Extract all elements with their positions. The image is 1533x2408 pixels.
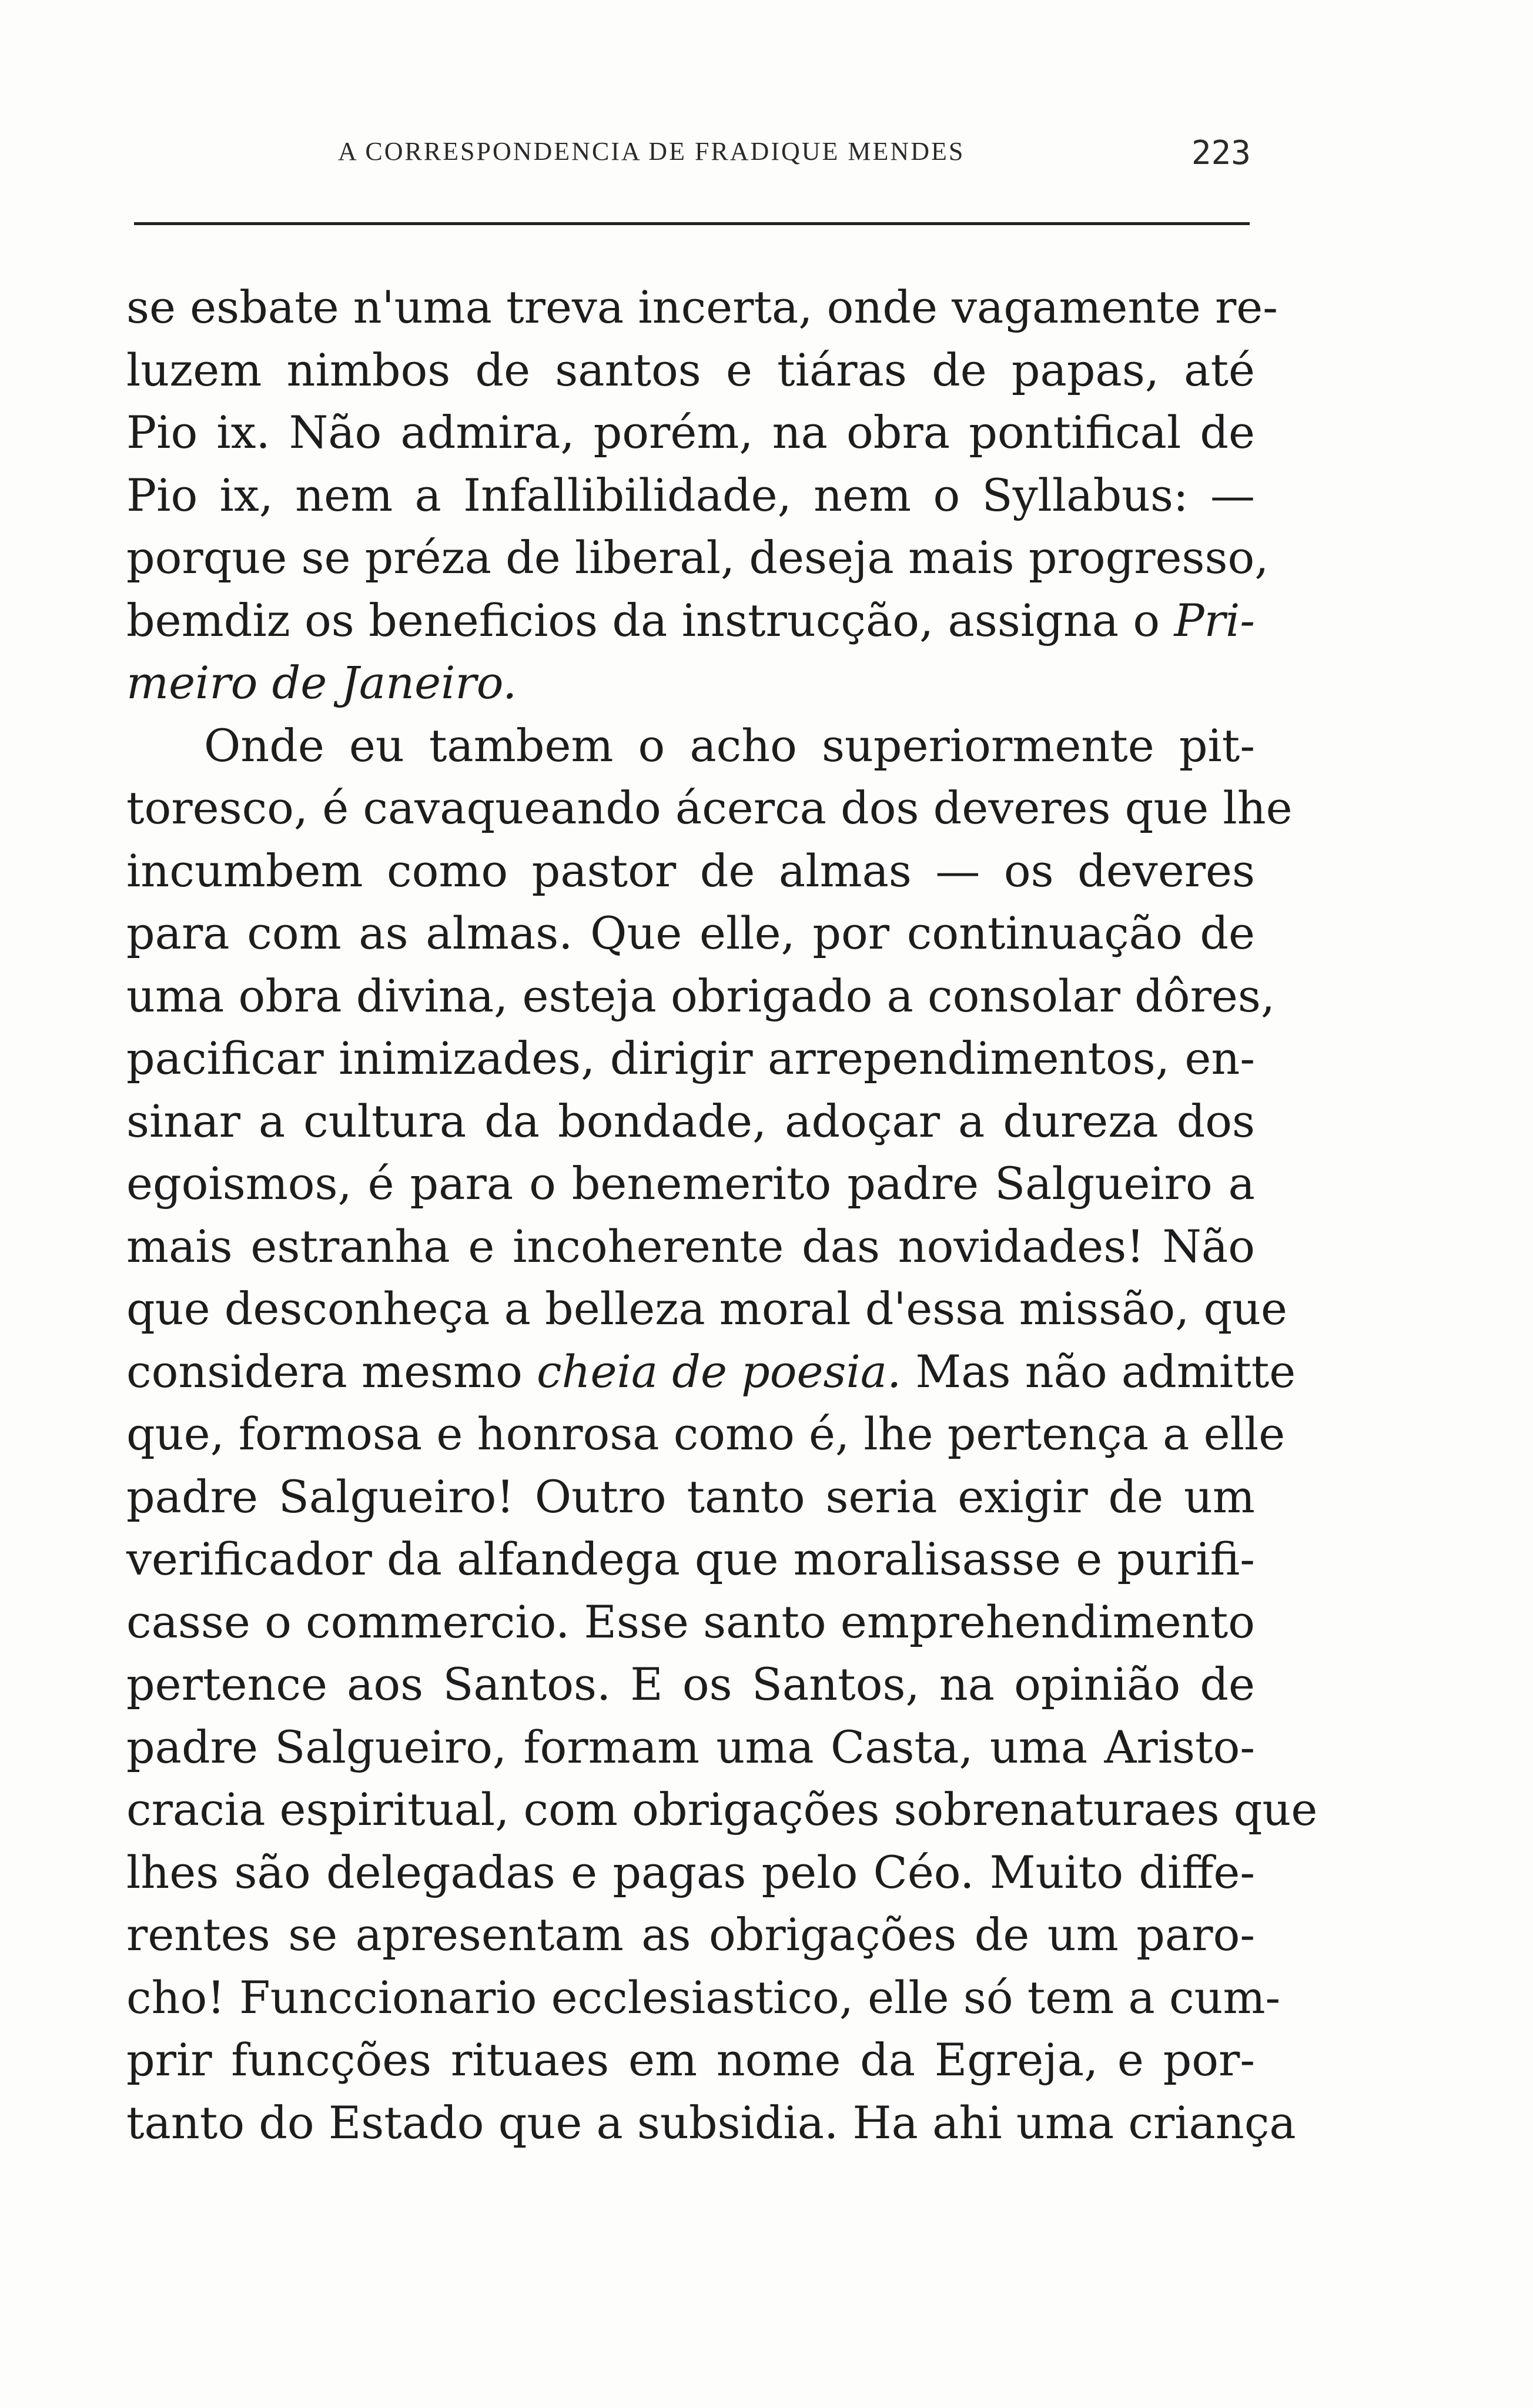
line-text: casse o commercio. Esse santo emprehendimento <box>126 1595 1255 1648</box>
running-title: A CORRESPONDENCIA DE FRADIQUE MENDES <box>338 137 965 166</box>
text-line <box>126 1403 1286 1466</box>
text-line <box>126 527 1269 590</box>
line-text: uma obra divina, esteja obrigado a consolar dôres, <box>126 969 1276 1022</box>
text-line <box>126 715 1255 778</box>
line-text: pacificar inimizades, dirigir arrependimentos, en- <box>126 1032 1255 1084</box>
text-line <box>126 1653 1255 1716</box>
line-text: tanto do Estado que a subsidia. Ha ahi uma criança <box>126 2096 1296 2149</box>
text-line <box>126 1278 1288 1341</box>
text-line <box>126 401 1255 464</box>
header-rule <box>134 222 1250 225</box>
text-line <box>126 1528 1255 1591</box>
text-line <box>126 276 1278 339</box>
text-line <box>126 902 1255 965</box>
line-text: luzem nimbos de santos e tiáras de papas, até <box>126 343 1255 396</box>
line-text: Onde eu tambem o acho superiormente pit- <box>204 719 1255 772</box>
line-text: rentes se apresentam as obrigações de um paro- <box>126 1908 1255 1961</box>
line-text: lhes são delegadas e pagas pelo Céo. Muito diffe- <box>126 1846 1255 1898</box>
running-head <box>126 136 1251 177</box>
line-text: verificador da alfandega que moralisasse e purifi- <box>126 1533 1255 1585</box>
line-text: mais estranha e incoherente das novidades! Não <box>126 1220 1255 1272</box>
line-text: que, formosa e honrosa como é, lhe pertença a elle <box>126 1408 1286 1460</box>
text-line <box>126 1153 1255 1215</box>
text-line <box>126 840 1255 903</box>
text-line <box>126 590 1255 652</box>
line-text: considera mesmo <box>126 1345 537 1398</box>
text-line <box>126 1591 1255 1654</box>
line-text: pertence aos Santos. E os Santos, na opinião de <box>126 1658 1255 1710</box>
text-line <box>126 1090 1255 1153</box>
text-line <box>126 1967 1281 2029</box>
line-text: egoismos, é para o benemerito padre Salgueiro a <box>126 1157 1255 1210</box>
text-line <box>126 1904 1255 1967</box>
line-text: Pio ix. Não admira, porém, na obra pontifical de <box>126 406 1255 458</box>
line-text: que desconheça a belleza moral d'essa missão, que <box>126 1282 1288 1335</box>
line-text: sinar a cultura da bondade, adoçar a dureza dos <box>126 1094 1255 1147</box>
line-text: cracia espiritual, com obrigações sobrenaturaes que <box>126 1783 1318 1836</box>
text-line <box>126 1341 1296 1404</box>
line-italic-text: meiro de Janeiro. <box>126 657 517 709</box>
line-text-after: Mas não admitte <box>901 1345 1296 1398</box>
text-line <box>126 2029 1255 2092</box>
line-text: bemdiz os beneficios da instrucção, assigna o <box>126 594 1174 647</box>
text-line <box>126 464 1255 527</box>
line-italic-text: Pri- <box>1174 594 1255 647</box>
text-line <box>126 1215 1255 1278</box>
line-text: para com as almas. Que elle, por continuação de <box>126 907 1255 959</box>
text-line <box>126 652 1255 715</box>
text-line <box>126 2092 1296 2155</box>
body-text <box>126 276 1318 2154</box>
line-text: prir funcções rituaes em nome da Egreja, e por- <box>126 2034 1255 2086</box>
line-text: cho! Funccionario ecclesiastico, elle só tem a cum- <box>126 1971 1281 2024</box>
line-text: incumbem como pastor de almas — os deveres <box>126 844 1255 897</box>
line-text: padre Salgueiro, formam uma Casta, uma Aristo- <box>126 1720 1255 1773</box>
text-line <box>126 1716 1255 1779</box>
line-italic-text: cheia de poesia. <box>537 1345 902 1398</box>
page-number: 223 <box>1191 134 1251 172</box>
line-text: padre Salgueiro! Outro tanto seria exigir de um <box>126 1470 1255 1523</box>
line-text: porque se préza de liberal, deseja mais progresso, <box>126 531 1269 584</box>
text-line <box>126 965 1276 1028</box>
text-line <box>126 339 1255 402</box>
line-text: toresco, é cavaqueando ácerca dos deveres que lhe <box>126 782 1293 834</box>
text-line <box>126 1841 1255 1904</box>
text-line <box>126 777 1293 840</box>
text-line <box>126 1027 1255 1090</box>
line-text: Pio ix, nem a Infallibilidade, nem o Syllabus: — <box>126 468 1255 521</box>
line-text: se esbate n'uma treva incerta, onde vagamente re- <box>126 281 1278 333</box>
text-line <box>126 1779 1318 1841</box>
text-line <box>126 1466 1255 1529</box>
